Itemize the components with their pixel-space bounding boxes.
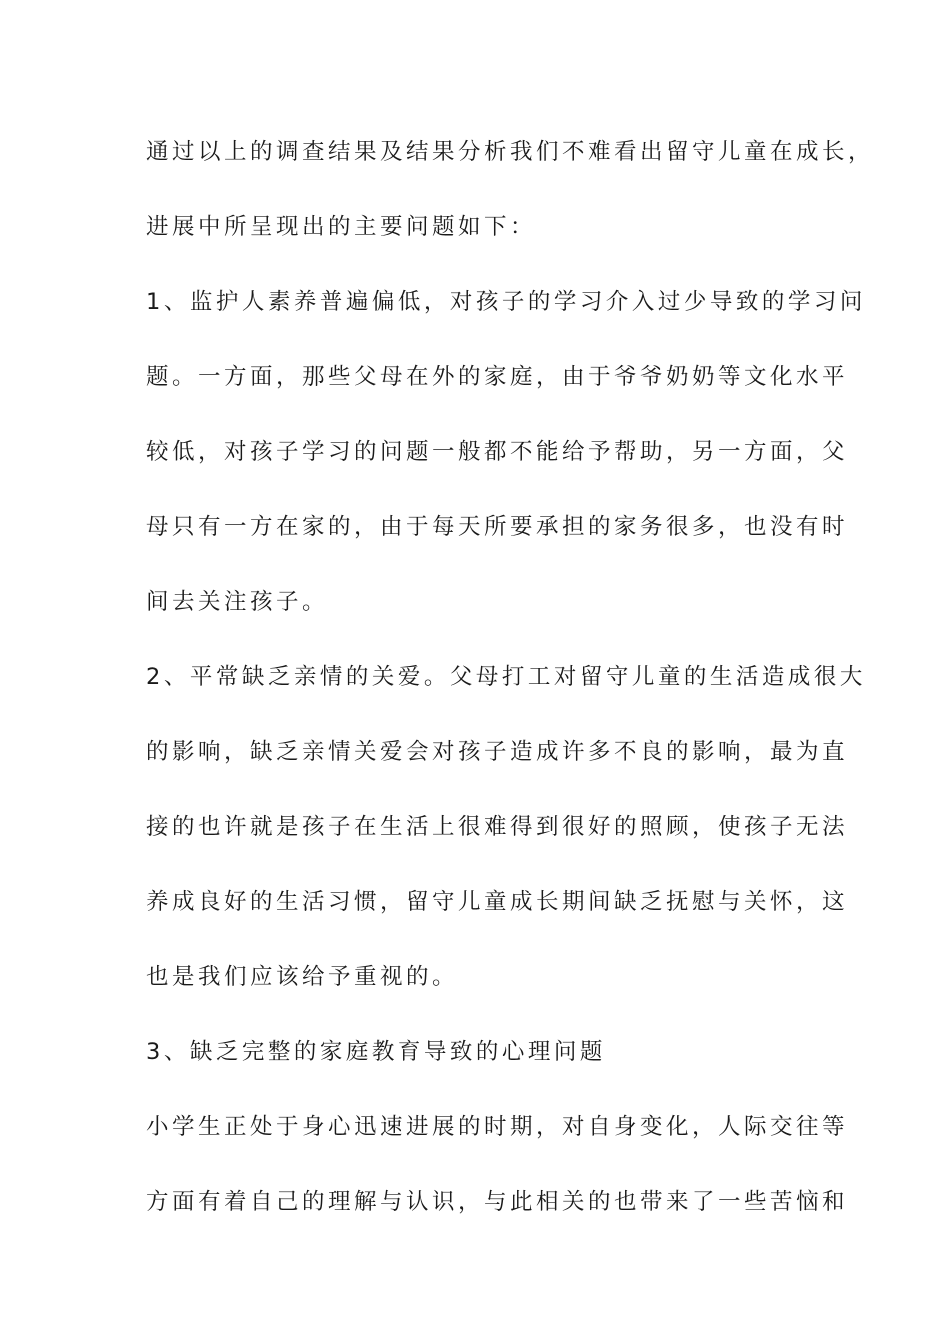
text-line: 养成良好的生活习惯，留守儿童成长期间缺乏抚慰与关怀，这 [146,889,849,915]
text-line: 1、监护人素养普遍偏低，对孩子的学习介入过少导致的学习问 [146,289,866,315]
text-line: 也是我们应该给予重视的。 [146,964,459,990]
text-line: 的影响，缺乏亲情关爱会对孩子造成许多不良的影响，最为直 [146,739,849,765]
text-line: 2、平常缺乏亲情的关爱。父母打工对留守儿童的生活造成很大 [146,664,866,690]
text-line: 母只有一方在家的，由于每天所要承担的家务很多，也没有时 [146,514,849,540]
text-line: 较低，对孩子学习的问题一般都不能给予帮助，另一方面，父 [146,439,849,465]
text-line: 间去关注孩子。 [146,589,329,615]
text-line: 3、缺乏完整的家庭教育导致的心理问题 [146,1039,606,1065]
text-line: 进展中所呈现出的主要问题如下： [146,214,537,240]
text-line: 题。一方面，那些父母在外的家庭，由于爷爷奶奶等文化水平 [146,364,849,390]
text-line: 方面有着自己的理解与认识，与此相关的也带来了一些苦恼和 [146,1189,849,1215]
text-line: 接的也许就是孩子在生活上很难得到很好的照顾，使孩子无法 [146,814,849,840]
text-line: 小学生正处于身心迅速进展的时期，对自身变化，人际交往等 [146,1114,849,1140]
text-line: 通过以上的调查结果及结果分析我们不难看出留守儿童在成长， [146,139,875,165]
